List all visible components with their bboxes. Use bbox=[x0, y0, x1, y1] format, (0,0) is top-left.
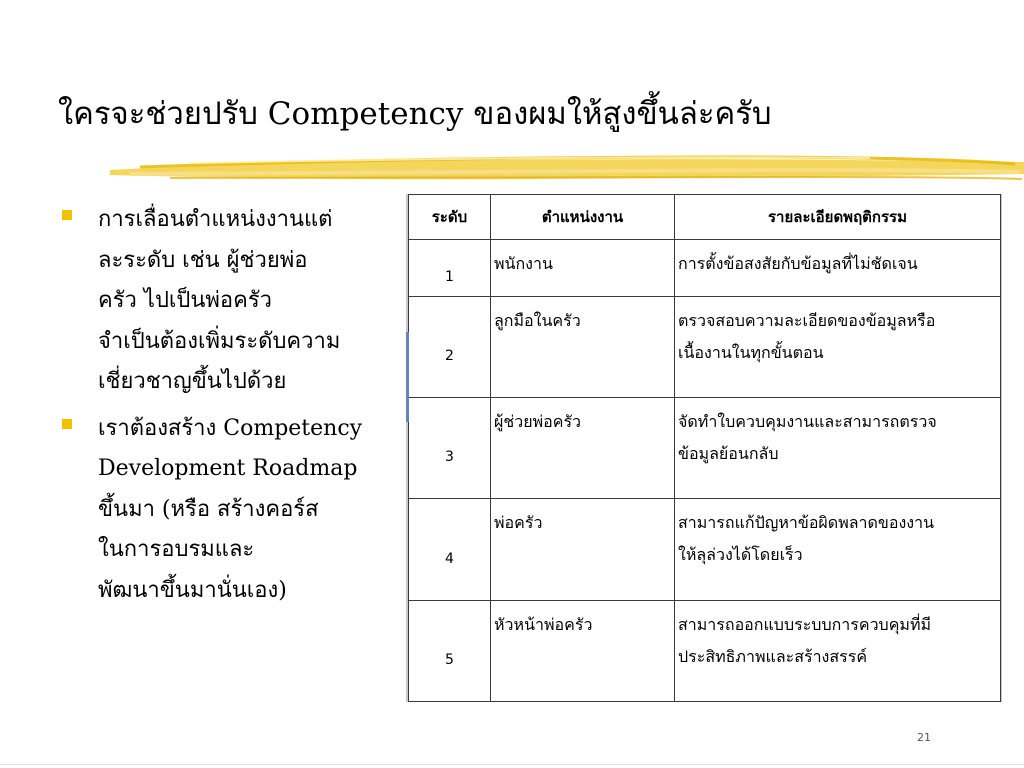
cell-description: สามารถแก้ปัญหาข้อผิดพลาดของงาน ให้ลุล่วงได้โดยเร็ว bbox=[675, 499, 1001, 600]
cell-level: 5 bbox=[409, 600, 491, 701]
cell-description: การตั้งข้อสงสัยกับข้อมูลที่ไม่ชัดเจน bbox=[675, 240, 1001, 297]
table-header-row bbox=[409, 195, 1001, 240]
table-row bbox=[409, 398, 1001, 499]
bottom-divider bbox=[0, 764, 1024, 765]
competency-table bbox=[408, 194, 1001, 702]
page-number: 21 bbox=[917, 731, 931, 744]
title-underline-brush bbox=[110, 148, 1024, 190]
cell-position: ลูกมือในครัว bbox=[491, 296, 675, 397]
cell-level: 1 bbox=[409, 240, 491, 297]
header-level: ระดับ bbox=[409, 195, 491, 240]
header-description: รายละเอียดพฤติกรรม bbox=[675, 195, 1001, 240]
bullet-text: เราต้องสร้าง Competency Development Roadmap ขึ้นมา (หรือ สร้างคอร์ส ในการอบรมและ พัฒนาขึ้นมานั่นเอง) bbox=[98, 415, 363, 603]
cell-description: สามารถออกแบบระบบการควบคุมที่มี ประสิทธิภาพและสร้างสรรค์ bbox=[675, 600, 1001, 701]
table-row bbox=[409, 600, 1001, 701]
cell-level: 4 bbox=[409, 499, 491, 600]
header-position: ตำแหน่งงาน bbox=[491, 195, 675, 240]
selection-edge-line bbox=[406, 332, 409, 422]
competency-table-image bbox=[406, 194, 1002, 702]
bullet-marker bbox=[62, 210, 72, 220]
bullet-marker bbox=[62, 419, 72, 429]
cell-position: ผู้ช่วยพ่อครัว bbox=[491, 398, 675, 499]
table-row bbox=[409, 499, 1001, 600]
table-row bbox=[409, 296, 1001, 397]
cell-description: จัดทำใบควบคุมงานและสามารถตรวจ ข้อมูลย้อนกลับ bbox=[675, 398, 1001, 499]
cell-description: ตรวจสอบความละเอียดของข้อมูลหรือ เนื้องานในทุกขั้นตอน bbox=[675, 296, 1001, 397]
bullet-item bbox=[62, 409, 392, 612]
cell-level: 2 bbox=[409, 296, 491, 397]
cell-level: 3 bbox=[409, 398, 491, 499]
bullet-item bbox=[62, 200, 392, 403]
cell-position: พ่อครัว bbox=[491, 499, 675, 600]
cell-position: พนักงาน bbox=[491, 240, 675, 297]
bullet-text: การเลื่อนตำแหน่งงานแต่ ละระดับ เช่น ผู้ช่วยพ่อ ครัว ไปเป็นพ่อครัว จำเป็นต้องเพิ่มระดับความ เชี่ยวชาญขึ้นไปด้วย bbox=[98, 207, 341, 394]
table-row bbox=[409, 240, 1001, 297]
bullet-list bbox=[62, 200, 392, 617]
slide-title: ใครจะช่วยปรับ Competency ของผมให้สูงขึ้นล่ะครับ bbox=[58, 96, 772, 132]
cell-position: หัวหน้าพ่อครัว bbox=[491, 600, 675, 701]
